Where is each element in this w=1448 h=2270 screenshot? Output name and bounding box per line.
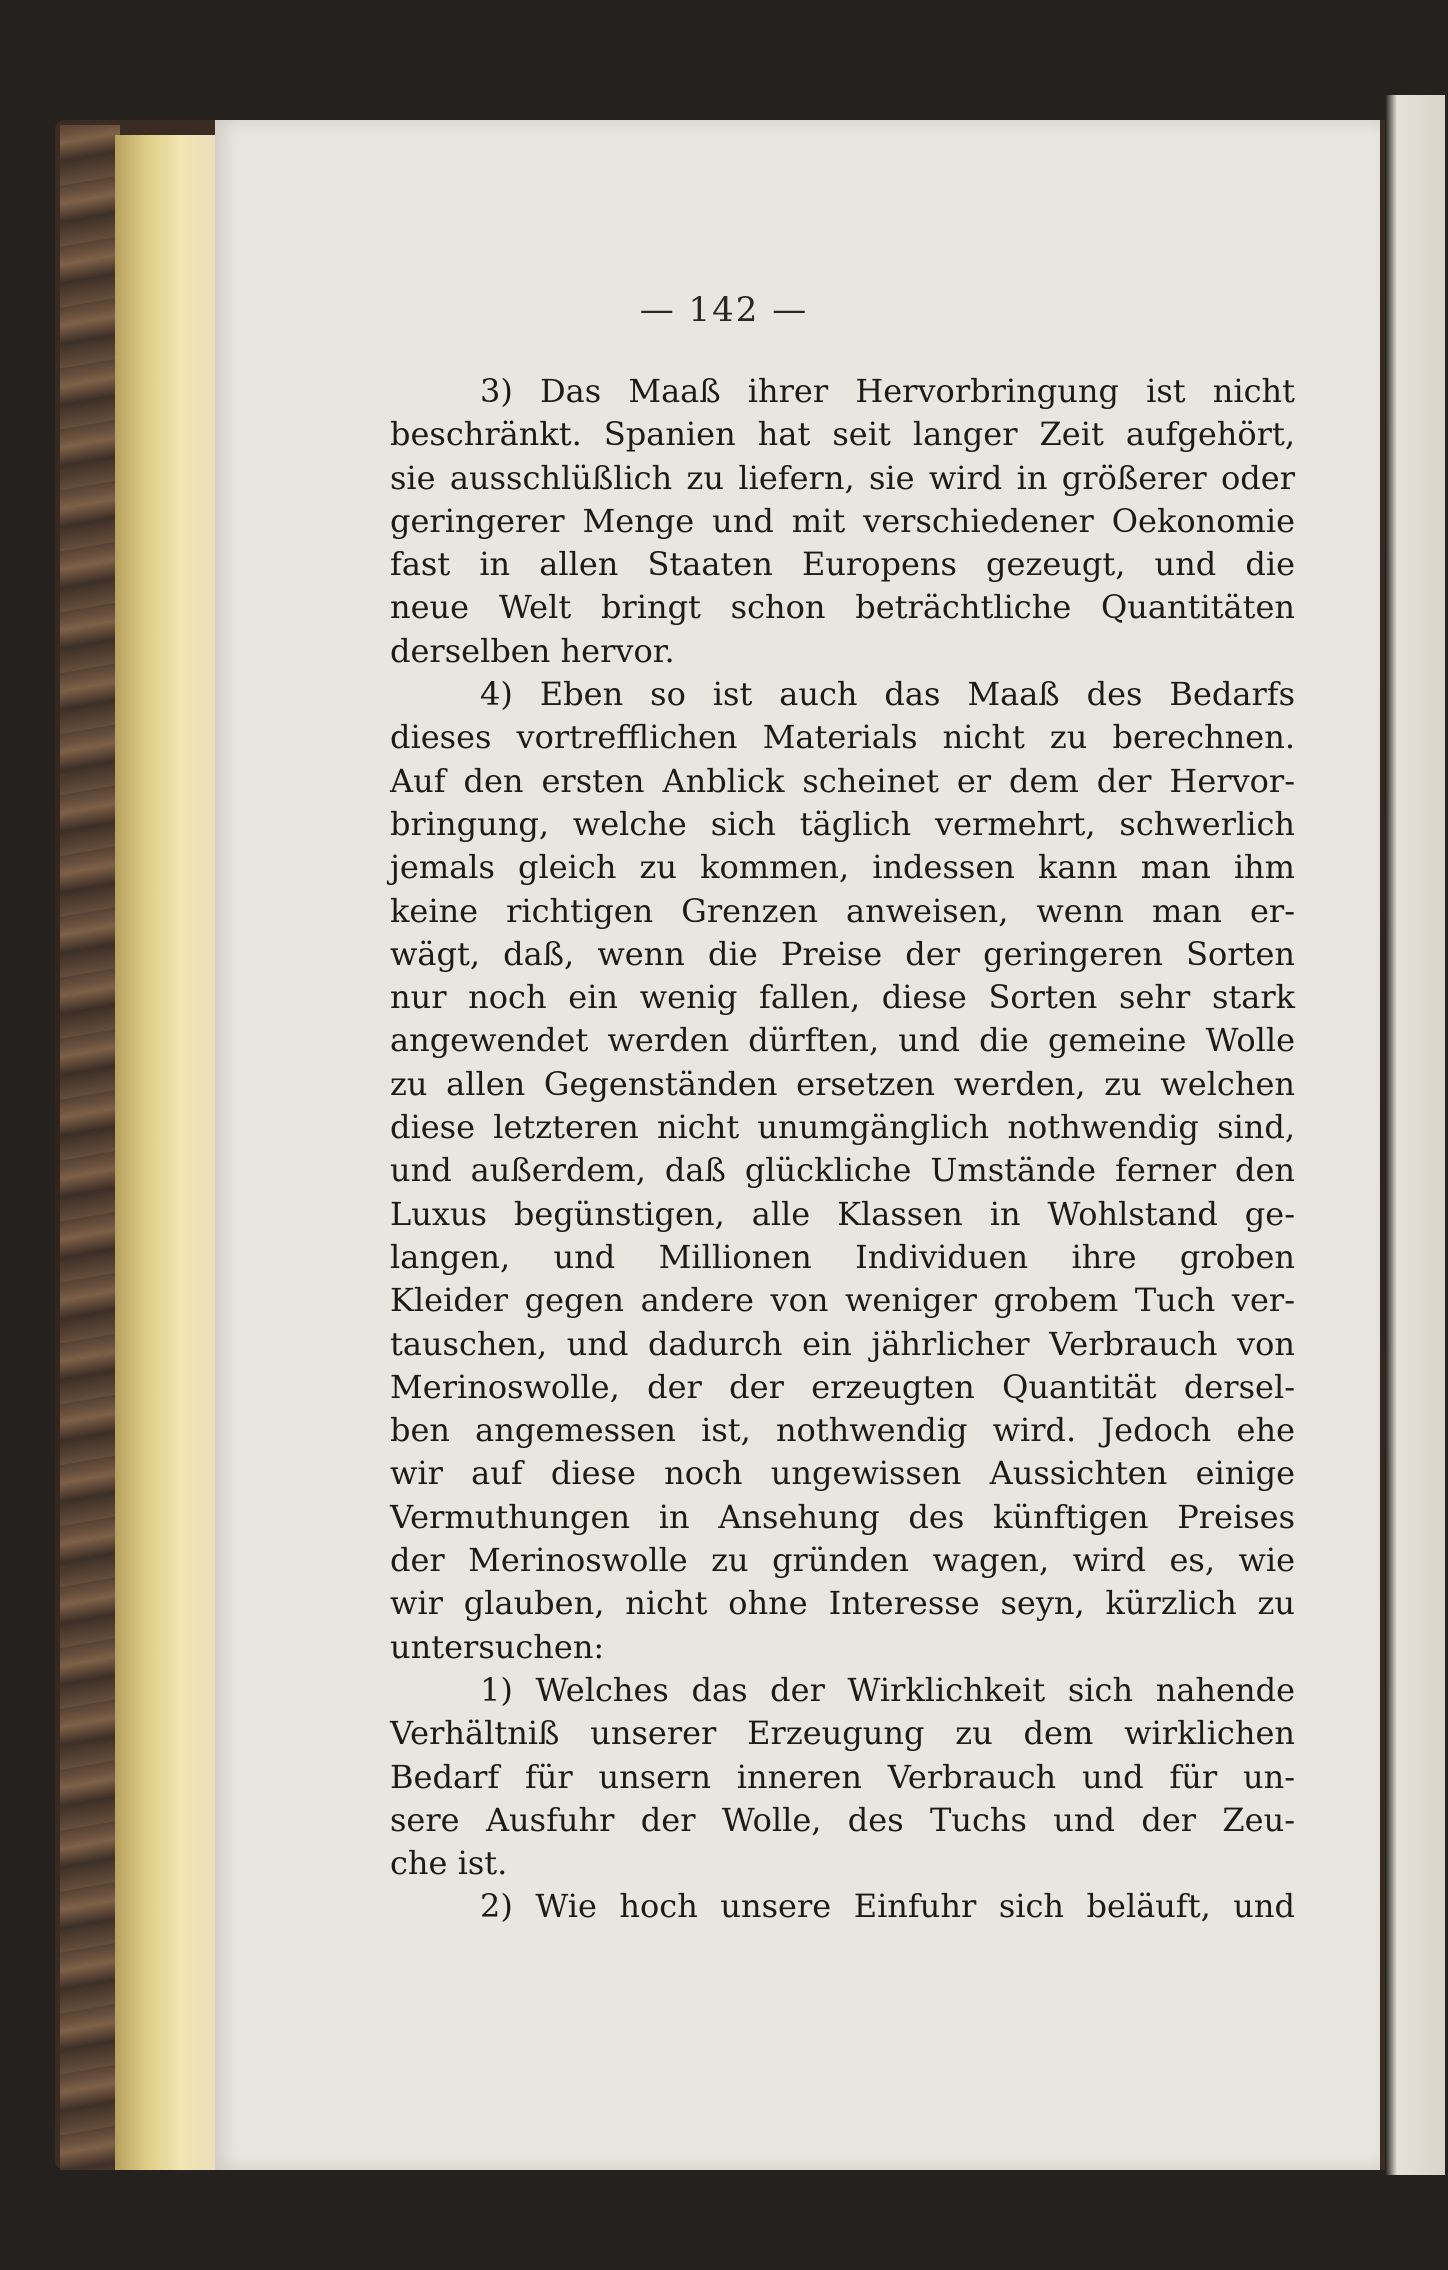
text-line: neue Welt bringt schon beträchtliche Quantitäten [390, 588, 1295, 627]
text-line: keine richtigen Grenzen anweisen, wenn man er- [390, 891, 1295, 930]
text-line: diese letzteren nicht unumgänglich nothwendig sind, [390, 1108, 1295, 1147]
text-line: 1) Welches das der Wirklichkeit sich nahende [480, 1670, 1295, 1709]
text-line: derselben hervor. [390, 631, 675, 670]
text-line: fast in allen Staaten Europens gezeugt, und die [390, 545, 1295, 584]
text-line: wägt, daß, wenn die Preise der geringeren Sorten [390, 934, 1295, 973]
text-line: geringerer Menge und mit verschiedener Oekonomie [390, 501, 1295, 540]
text-line: wir auf diese noch ungewissen Aussichten einige [390, 1454, 1295, 1493]
text-line: 4) Eben so ist auch das Maaß des Bedarfs [480, 675, 1295, 714]
text-line: Auf den ersten Anblick scheinet er dem der Hervor- [390, 761, 1295, 800]
text-line: sere Ausfuhr der Wolle, des Tuchs und der Zeu- [390, 1800, 1295, 1839]
text-line: Luxus begünstigen, alle Klassen in Wohlstand ge- [390, 1194, 1295, 1233]
text-line: Bedarf für unsern inneren Verbrauch und für un- [390, 1757, 1295, 1796]
text-line: nur noch ein wenig fallen, diese Sorten sehr stark [390, 978, 1295, 1017]
text-line: wir glauben, nicht ohne Interesse seyn, kürzlich zu [390, 1584, 1295, 1623]
text-line: der Merinoswolle zu gründen wagen, wird es, wie [390, 1541, 1295, 1580]
text-line: untersuchen: [390, 1627, 605, 1666]
text-line: langen, und Millionen Individuen ihre groben [390, 1237, 1295, 1276]
text-line: angewendet werden dürften, und die gemeine Wolle [390, 1021, 1295, 1060]
text-line: Merinoswolle, der der erzeugten Quantität dersel- [390, 1367, 1295, 1406]
text-line: bringung, welche sich täglich vermehrt, schwerlich [390, 804, 1295, 843]
text-line: 3) Das Maaß ihrer Hervorbringung ist nicht [480, 372, 1295, 410]
text-line: Vermuthungen in Ansehung des künftigen Preises [390, 1497, 1295, 1536]
page-number: — 142 — [639, 290, 809, 330]
page-edges [115, 135, 225, 2170]
text-line: sie ausschlüßlich zu liefern, sie wird in größerer oder [390, 458, 1295, 497]
text-line: 2) Wie hoch unsere Einfuhr sich beläuft, und [480, 1887, 1295, 1926]
body-text [390, 370, 1295, 1929]
text-line: jemals gleich zu kommen, indessen kann man ihm [390, 848, 1295, 887]
text-line: dieses vortrefflichen Materials nicht zu berechnen. [390, 718, 1295, 757]
marbled-edge [60, 125, 120, 2170]
facing-page-edge [1385, 95, 1445, 2175]
text-line: che ist. [390, 1844, 508, 1883]
text-line: beschränkt. Spanien hat seit langer Zeit aufgehört, [390, 415, 1295, 454]
text-line: ben angemessen ist, nothwendig wird. Jedoch ehe [390, 1411, 1295, 1450]
text-line: Verhältniß unserer Erzeugung zu dem wirklichen [390, 1714, 1295, 1753]
text-line: und außerdem, daß glückliche Umstände ferner den [390, 1151, 1295, 1190]
text-line: tauschen, und dadurch ein jährlicher Verbrauch von [390, 1324, 1295, 1363]
text-line: zu allen Gegenständen ersetzen werden, zu welchen [390, 1064, 1295, 1103]
text-line: Kleider gegen andere von weniger grobem Tuch ver- [390, 1281, 1295, 1320]
